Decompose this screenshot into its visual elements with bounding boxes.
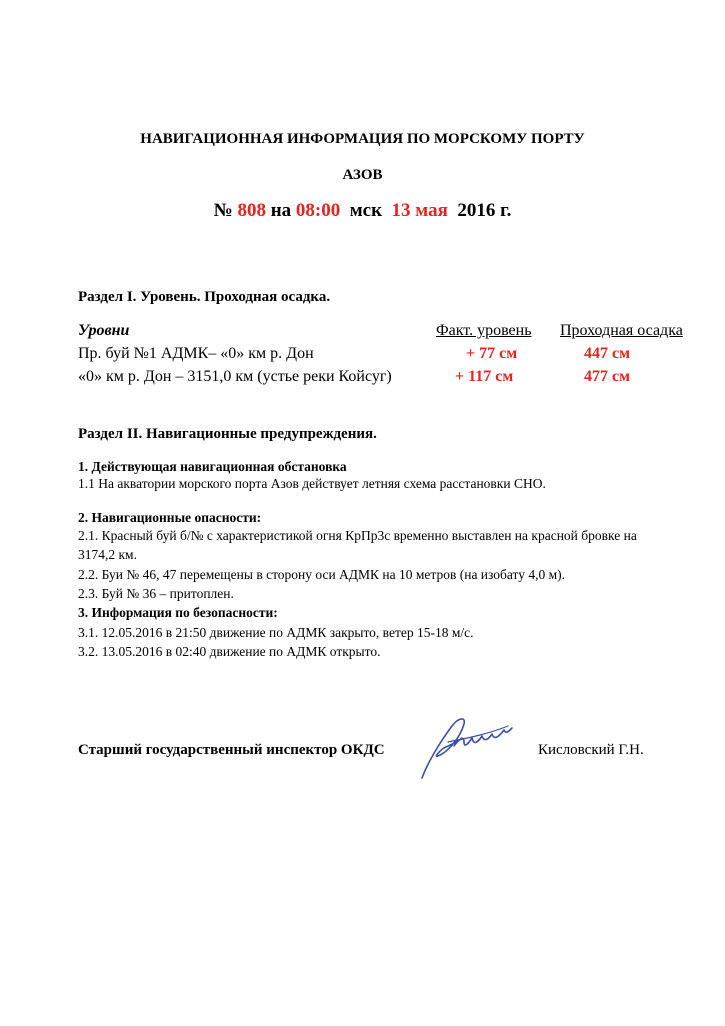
level-row-draft: 477 см <box>584 368 630 385</box>
bulletin-date: 13 мая <box>391 200 448 221</box>
document-title: НАВИГАЦИОННАЯ ИНФОРМАЦИЯ ПО МОРСКОМУ ПОРТУ <box>140 131 585 147</box>
level-row-name: «0» км р. Дон – 3151,0 км (устье реки Койсуг) <box>78 368 392 385</box>
bulletin-number-line <box>0 200 725 222</box>
sub3-title: 3. Информация по безопасности: <box>78 605 278 620</box>
signatory-position: Старший государственный инспектор ОКДС <box>78 742 385 758</box>
section1-title: Раздел I. Уровень. Проходная осадка. <box>78 289 331 305</box>
level-row-fact: + 117 см <box>455 368 514 385</box>
at-word: на <box>270 200 292 221</box>
list-item: 3.1. 12.05.2016 в 21:50 движение по АДМК закрыто, ветер 15-18 м/с. <box>78 625 474 640</box>
section2-title: Раздел II. Навигационные предупреждения. <box>78 426 377 442</box>
port-name: АЗОВ <box>342 167 383 183</box>
sub1-title: 1. Действующая навигационная обстановка <box>78 459 347 474</box>
level-row-name: Пр. буй №1 АДМК– «0» км р. Дон <box>78 345 314 362</box>
list-item: 3.2. 13.05.2016 в 02:40 движение по АДМК открыто. <box>78 644 381 659</box>
handwritten-signature <box>408 712 518 782</box>
list-item: 2.2. Буи № 46, 47 перемещены в сторону оси АДМК на 10 метров (на изобату 4,0 м). <box>78 567 566 582</box>
bulletin-time: 08:00 <box>295 200 341 221</box>
list-item: 3174,2 км. <box>78 547 137 562</box>
sub2-title: 2. Навигационные опасности: <box>78 510 262 525</box>
number-sign: № <box>213 200 233 221</box>
timezone: мск <box>349 200 383 221</box>
col-header-levels: Уровни <box>78 322 130 339</box>
col-header-draft: Проходная осадка <box>560 322 683 339</box>
bulletin-year: 2016 г. <box>457 200 512 221</box>
list-item: 2.1. Красный буй б/№ с характеристикой огня КрПр3с временно выставлен на красной бровке на <box>78 528 637 543</box>
col-header-fact: Факт. уровень <box>436 322 532 339</box>
list-item: 1.1 На акватории морского порта Азов действует летняя схема расстановки СНО. <box>78 476 546 491</box>
level-row-fact: + 77 см <box>466 345 518 362</box>
list-item: 2.3. Буй № 36 – притоплен. <box>78 586 234 601</box>
signatory-name: Кисловский Г.Н. <box>538 742 644 758</box>
bulletin-number: 808 <box>237 200 266 221</box>
level-row-draft: 447 см <box>584 345 630 362</box>
